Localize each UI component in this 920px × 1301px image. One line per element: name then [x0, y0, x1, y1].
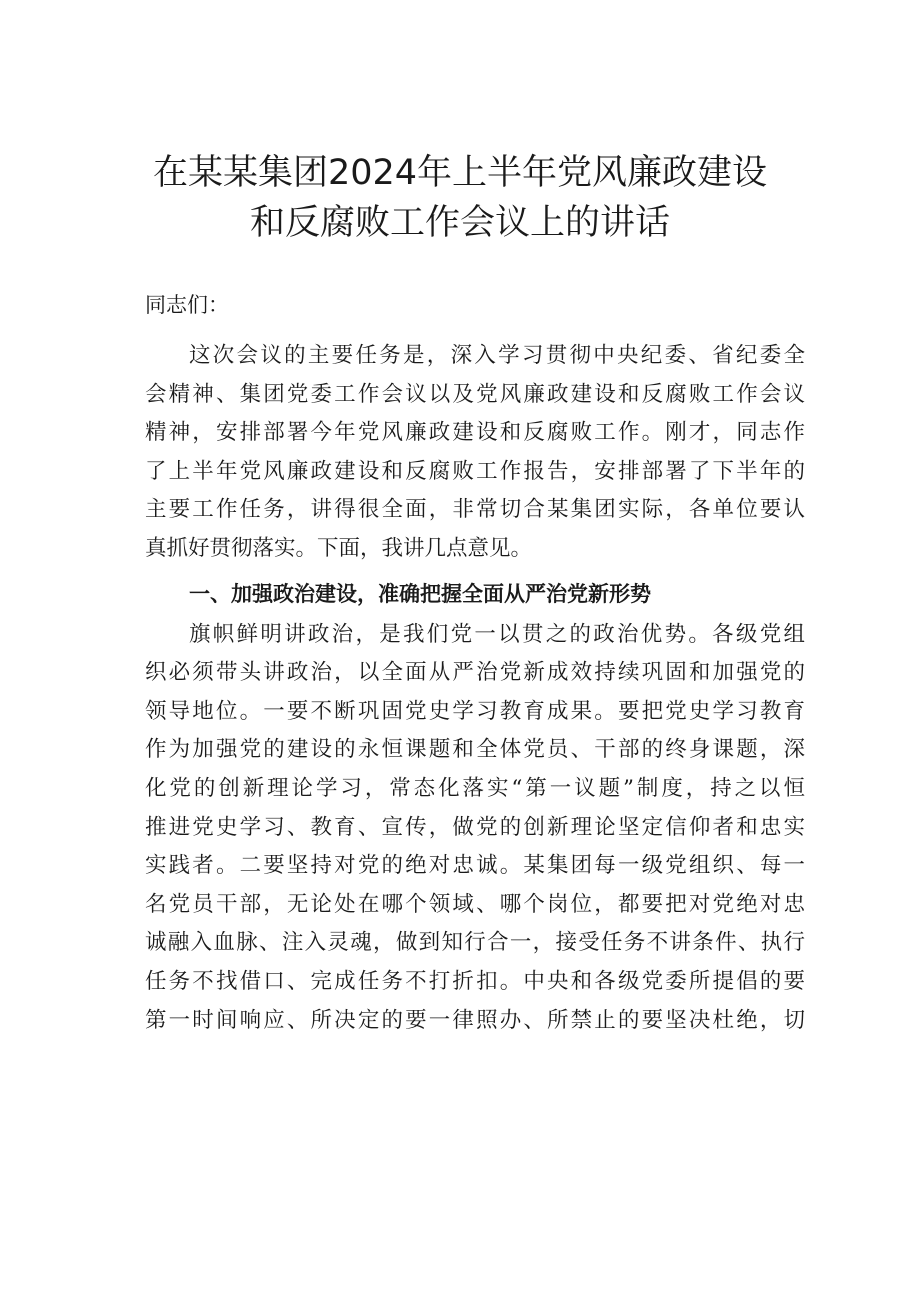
paragraph-line: 会精神、集团党委工作会议以及党风廉政建设和反腐败工作会议: [145, 381, 805, 407]
document-title: [0, 148, 920, 248]
paragraph-line: 主要工作任务，讲得很全面，非常切合某集团实际，各单位要认: [145, 497, 805, 523]
paragraph-line: 任务不找借口、完成任务不打折扣。中央和各级党委所提倡的要: [145, 968, 805, 994]
paragraph-section-1: [145, 616, 805, 1041]
paragraph-line: 织必须带头讲政治，以全面从严治党新成效持续巩固和加强党的: [145, 660, 805, 686]
paragraph-line: 化党的创新理论学习，常态化落实“第一议题”制度，持之以恒: [145, 775, 805, 801]
salutation: 同志们：: [145, 293, 229, 317]
paragraph-line: 推进党史学习、教育、宣传，做党的创新理论坚定信仰者和忠实: [145, 814, 805, 840]
title-line-2: 和反腐败工作会议上的讲话: [249, 203, 670, 243]
section-heading-1: 一、加强政治建设，准确把握全面从严治党新形势: [189, 581, 651, 606]
paragraph-line: 领导地位。一要不断巩固党史学习教育成果。要把党史学习教育: [145, 698, 805, 724]
paragraph-line: 精神，安排部署今年党风廉政建设和反腐败工作。刚才，同志作: [145, 420, 805, 446]
paragraph-line: 名党员干部，无论处在哪个领域、哪个岗位，都要把对党绝对忠: [145, 891, 805, 917]
paragraph-line: 这次会议的主要任务是，深入学习贯彻中央纪委、省纪委全: [189, 343, 805, 368]
document-body: [145, 286, 805, 1040]
paragraph-line: 真抓好贯彻落实。下面，我讲几点意见。: [145, 535, 533, 561]
paragraph-line: 作为加强党的建设的永恒课题和全体党员、干部的终身课题，深: [145, 737, 805, 763]
paragraph-intro: [145, 337, 805, 569]
paragraph-line: 诚融入血脉、注入灵魂，做到知行合一，接受任务不讲条件、执行: [145, 930, 805, 956]
title-line-1: 在某某集团2024年上半年党风廉政建设: [152, 153, 768, 193]
paragraph-line: 了上半年党风廉政建设和反腐败工作报告，安排部署了下半年的: [145, 458, 805, 484]
paragraph-line: 第一时间响应、所决定的要一律照办、所禁止的要坚决杜绝，切: [145, 1007, 805, 1033]
paragraph-line: 旗帜鲜明讲政治，是我们党一以贯之的政治优势。各级党组: [189, 621, 805, 647]
paragraph-line: 实践者。二要坚持对党的绝对忠诚。某集团每一级党组织、每一: [145, 853, 805, 879]
